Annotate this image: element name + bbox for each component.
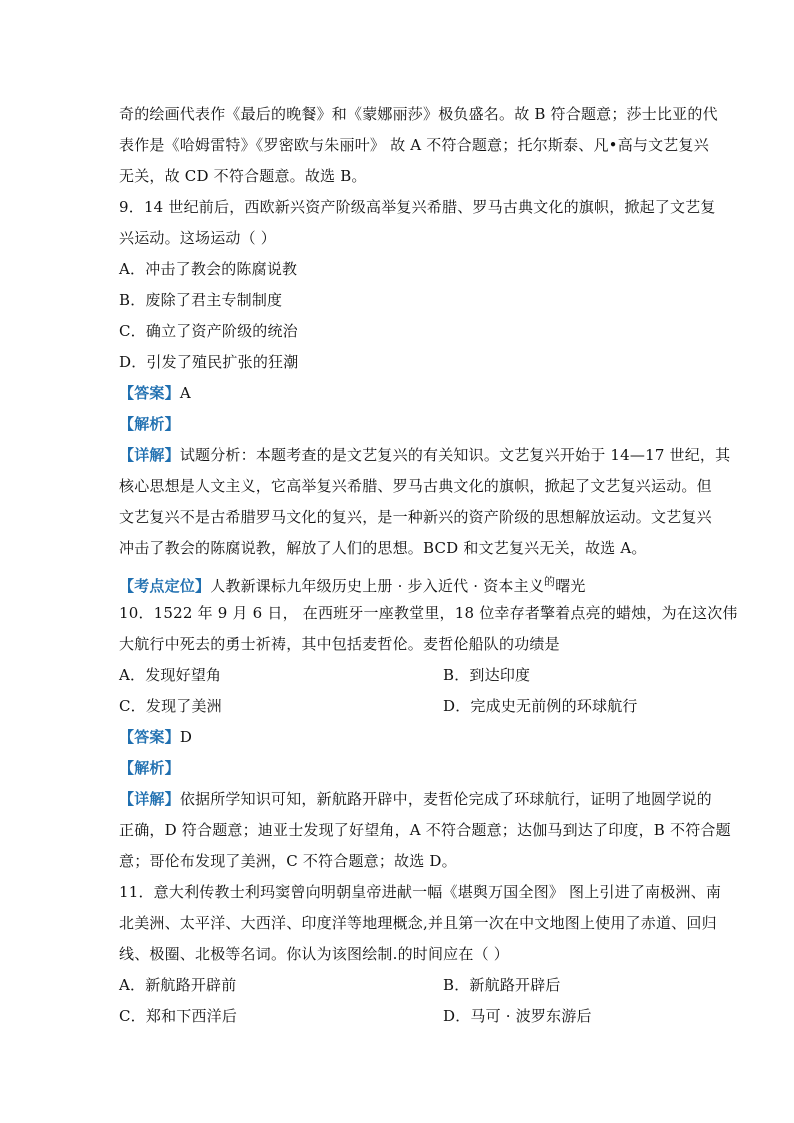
q9-detail-line-3: 文艺复兴不是古希腊罗马文化的复兴，是一种新兴的资产阶级的思想解放运动。文艺复兴: [119, 508, 712, 526]
q10-analysis-heading: [119, 758, 180, 778]
knowledge-point-text: 人教新课标九年级历史上册 · 步入近代 · 资本主义: [210, 577, 545, 595]
answer-value: A: [179, 384, 191, 402]
q11-option-b: B．新航路开辟后: [443, 976, 561, 994]
q10-detail-line-1: [119, 789, 712, 809]
q10-option-b: B．到达印度: [443, 666, 531, 684]
analysis-tag: 【解析】: [119, 415, 180, 433]
knowledge-point-sup: 的: [544, 575, 556, 588]
q9-detail-line-2: 核心思想是人文主义，它高举复兴希腊、罗马古典文化的旗帜，掀起了文艺复兴运动。但: [119, 477, 712, 495]
q9-analysis-heading: [119, 414, 180, 434]
q11-stem-line-2: 北美洲、太平洋、大西洋、印度洋等地理概念,并且第一次在中文地图上使用了赤道、回归: [119, 914, 717, 932]
knowledge-point-tag: 【考点定位】: [119, 577, 211, 595]
intro-line-1: 奇的绘画代表作《最后的晚餐》和《蒙娜丽莎》极负盛名。故 B 符合题意；莎士比亚的代: [119, 105, 718, 123]
q10-detail-line-2: 正确，D 符合题意；迪亚士发现了好望角，A 不符合题意；达伽马到达了印度，B 不符合题: [119, 821, 731, 839]
q10-stem-line-2: 大航行中死去的勇士祈祷，其中包括麦哲伦。麦哲伦船队的功绩是: [119, 635, 560, 653]
q9-option-d: D．引发了殖民扩张的狂潮: [119, 353, 299, 371]
q10-stem-line-1: 10．1522 年 9 月 6 日， 在西班牙一座教堂里，18 位幸存者擎着点亮的蜡烛，为在这次伟: [119, 604, 738, 622]
q9-detail-line-4: 冲击了教会的陈腐说教，解放了人们的思想。BCD 和文艺复兴无关，故选 A。: [119, 539, 647, 557]
q10-option-a: A．发现好望角: [119, 666, 222, 684]
q9-knowledge-point: [119, 572, 586, 596]
q11-option-c: C．郑和下西洋后: [119, 1007, 238, 1025]
intro-line-3: 无关，故 CD 不符合题意。故选 B。: [119, 167, 367, 185]
q10-option-row-1: [119, 665, 221, 685]
detail-tag: 【详解】: [119, 446, 180, 464]
detail-text: 试题分析：本题考查的是文艺复兴的有关知识。文艺复兴开始于 14—17 世纪，其: [179, 446, 731, 464]
q9-answer: [119, 383, 191, 403]
q9-option-a: A．冲击了教会的陈腐说教: [119, 260, 298, 278]
intro-line-2: 表作是《哈姆雷特》《罗密欧与朱丽叶》 故 A 不符合题意；托尔斯泰、凡•高与文艺复兴: [119, 136, 709, 154]
q11-option-d: D．马可 · 波罗东游后: [443, 1007, 592, 1025]
answer-tag: 【答案】: [119, 728, 180, 746]
q9-stem-line-2: 兴运动。这场运动（ ）: [119, 229, 276, 247]
detail-tag: 【详解】: [119, 790, 180, 808]
q10-option-c: C．发现了美洲: [119, 697, 222, 715]
detail-text: 依据所学知识可知，新航路开辟中，麦哲伦完成了环球航行，证明了地圆学说的: [179, 790, 712, 808]
knowledge-point-end: 曙光: [555, 577, 586, 595]
q10-detail-line-3: 意；哥伦布发现了美洲，C 不符合题意；故选 D。: [119, 852, 457, 870]
analysis-tag: 【解析】: [119, 759, 180, 777]
q9-stem-line-1: 9．14 世纪前后，西欧新兴资产阶级高举复兴希腊、罗马古典文化的旗帜，掀起了文艺复: [119, 198, 716, 216]
q9-option-b: B．废除了君主专制制度: [119, 291, 283, 309]
q9-option-c: C．确立了资产阶级的统治: [119, 322, 298, 340]
q9-detail-line-1: [119, 445, 730, 465]
q10-answer: [119, 727, 192, 747]
q11-option-a: A．新航路开辟前: [119, 976, 237, 994]
q11-stem-line-3: 线、极圈、北极等名词。你认为该图绘制.的时间应在（ ）: [119, 945, 509, 963]
answer-value: D: [179, 728, 193, 746]
q11-stem-line-1: 11．意大利传教士利玛窦曾向明朝皇帝进献一幅《堪舆万国全图》 图上引进了南极洲、南: [119, 883, 722, 901]
answer-tag: 【答案】: [119, 384, 180, 402]
q10-option-d: D．完成史无前例的环球航行: [443, 697, 638, 715]
